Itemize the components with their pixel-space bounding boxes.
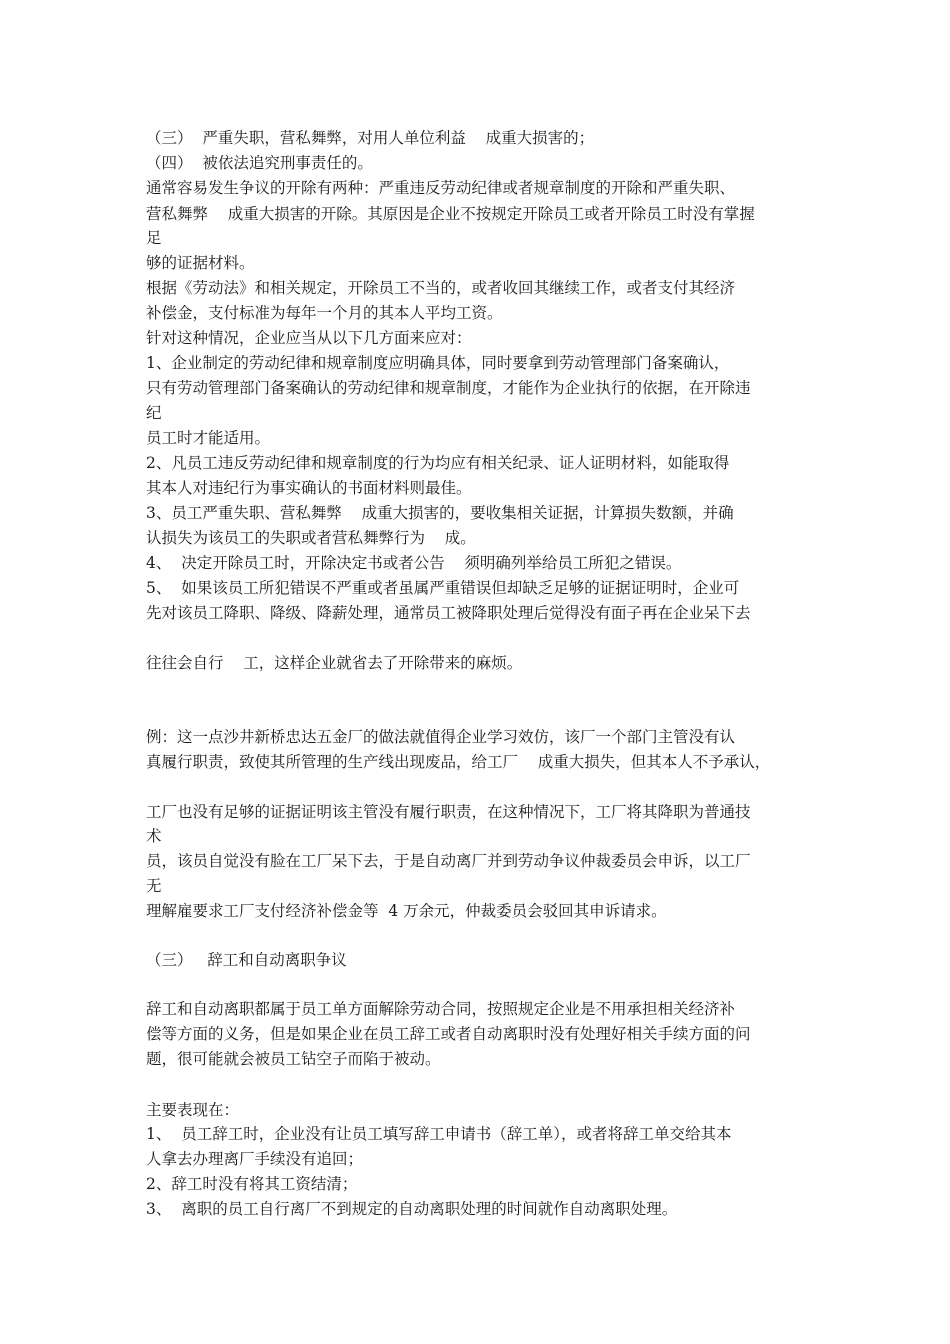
text-line: 题，很可能就会被员工钻空子而陷于被动。 bbox=[146, 1050, 441, 1068]
text-line: 4、 决定开除员工时，开除决定书或者公告 须明确列举给员工所犯之错误。 bbox=[146, 554, 682, 572]
text-line: 例：这一点沙井新桥忠达五金厂的做法就值得企业学习效仿，该厂一个部门主管没有认 bbox=[146, 728, 736, 746]
text-line: 3、员工严重失职、营私舞弊 成重大损害的，要收集相关证据，计算损失数额，并确 bbox=[146, 504, 734, 522]
text-line: 主要表现在： bbox=[146, 1101, 240, 1119]
text-line: 5、 如果该员工所犯错误不严重或者虽属严重错误但却缺乏足够的证据证明时，企业可 bbox=[146, 579, 740, 597]
text-line: 工厂也没有足够的证据证明该主管没有履行职责，在这种情况下，工厂将其降职为普通技 bbox=[146, 803, 751, 821]
text-line: 针对这种情况，企业应当从以下几方面来应对： bbox=[146, 329, 472, 347]
text-line: 先对该员工降职、降级、降薪处理，通常员工被降职处理后觉得没有面子再在企业呆下去 bbox=[146, 604, 751, 622]
text-line: 营私舞弊 成重大损害的开除。其原因是企业不按规定开除员工或者开除员工时没有掌握 bbox=[146, 205, 755, 223]
section-heading: （三） 辞工和自动离职争议 bbox=[146, 951, 347, 969]
text-line: 1、企业制定的劳动纪律和规章制度应明确具体，同时要拿到劳动管理部门备案确认， bbox=[146, 354, 730, 372]
text-line: 往往会自行 工，这样企业就省去了开除带来的麻烦。 bbox=[146, 654, 523, 672]
text-line: 认损失为该员工的失职或者营私舞弊行为 成。 bbox=[146, 529, 476, 547]
text-line: 够的证据材料。 bbox=[146, 254, 255, 272]
text-line: 员，该员自觉没有脸在工厂呆下去，于是自动离厂并到劳动争议仲裁委员会申诉，以工厂 bbox=[146, 852, 751, 870]
text-line: 理解雇要求工厂支付经济补偿金等 4 万余元，仲裁委员会驳回其申诉请求。 bbox=[146, 902, 667, 920]
text-line: （三） 严重失职，营私舞弊，对用人单位利益 成重大损害的； bbox=[146, 129, 595, 147]
text-line: 真履行职责，致使其所管理的生产线出现废品，给工厂 成重大损失，但其本人不予承认， bbox=[146, 753, 771, 771]
text-line: 2、凡员工违反劳动纪律和规章制度的行为均应有相关纪录、证人证明材料，如能取得 bbox=[146, 454, 730, 472]
text-line: 补偿金，支付标准为每年一个月的其本人平均工资。 bbox=[146, 304, 503, 322]
text-line: 1、 员工辞工时，企业没有让员工填写辞工申请书（辞工单），或者将辞工单交给其本 bbox=[146, 1125, 732, 1143]
text-line: 其本人对违纪行为事实确认的书面材料则最佳。 bbox=[146, 479, 472, 497]
text-line: 足 bbox=[146, 229, 162, 247]
text-line: 纪 bbox=[146, 404, 162, 422]
text-line: 偿等方面的义务，但是如果企业在员工辞工或者自动离职时没有处理好相关手续方面的问 bbox=[146, 1025, 751, 1043]
text-line: 通常容易发生争议的开除有两种：严重违反劳动纪律或者规章制度的开除和严重失职、 bbox=[146, 179, 736, 197]
text-line: 术 bbox=[146, 827, 162, 845]
text-line: 3、 离职的员工自行离厂不到规定的自动离职处理的时间就作自动离职处理。 bbox=[146, 1200, 678, 1218]
text-line: 辞工和自动离职都属于员工单方面解除劳动合同，按照规定企业是不用承担相关经济补 bbox=[146, 1000, 736, 1018]
text-line: 员工时才能适用。 bbox=[146, 429, 271, 447]
text-line: 根据《劳动法》和相关规定，开除员工不当的，或者收回其继续工作，或者支付其经济 bbox=[146, 279, 736, 297]
text-line: 2、辞工时没有将其工资结清； bbox=[146, 1175, 358, 1193]
text-line: 无 bbox=[146, 877, 162, 895]
text-line: （四） 被依法追究刑事责任的。 bbox=[146, 154, 373, 172]
text-line: 人拿去办理离厂手续没有追回； bbox=[146, 1150, 364, 1168]
text-line: 只有劳动管理部门备案确认的劳动纪律和规章制度，才能作为企业执行的依据，在开除违 bbox=[146, 379, 751, 397]
